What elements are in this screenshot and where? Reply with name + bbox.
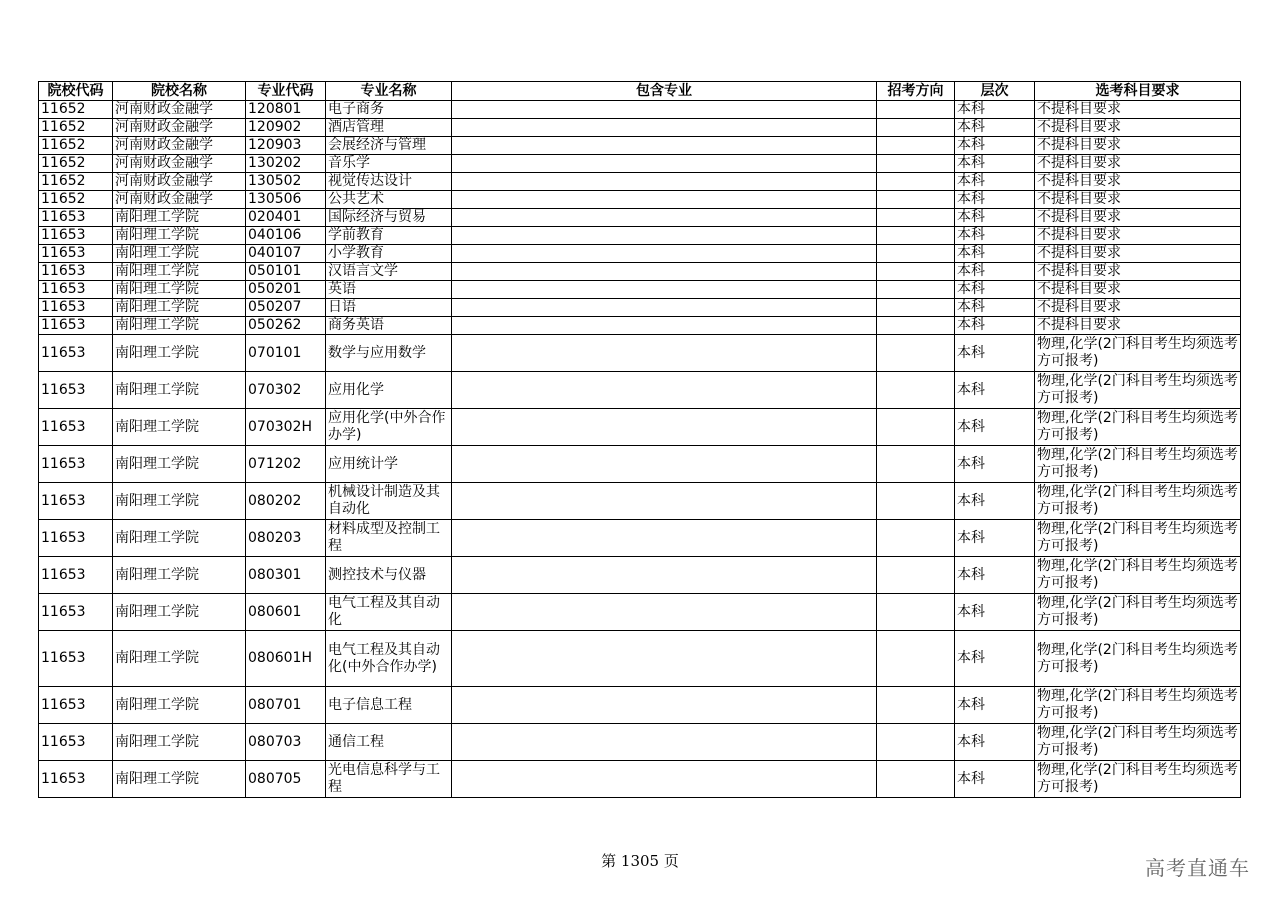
cell-level: 本科 xyxy=(955,446,1035,483)
cell-school-name: 河南财政金融学 xyxy=(113,155,246,173)
cell-subject-requirement: 物理,化学(2门科目考生均须选考方可报考) xyxy=(1035,557,1241,594)
cell-level: 本科 xyxy=(955,483,1035,520)
cell-level: 本科 xyxy=(955,594,1035,631)
cell-level: 本科 xyxy=(955,137,1035,155)
cell-subject-requirement: 不提科目要求 xyxy=(1035,191,1241,209)
cell-direction xyxy=(877,191,955,209)
cell-school-code: 11653 xyxy=(39,209,113,227)
cell-subject-requirement: 物理,化学(2门科目考生均须选考方可报考) xyxy=(1035,687,1241,724)
cell-major-name: 商务英语 xyxy=(326,317,452,335)
table-row xyxy=(39,245,1241,263)
cell-subject-requirement: 物理,化学(2门科目考生均须选考方可报考) xyxy=(1035,761,1241,798)
cell-included-majors xyxy=(452,317,877,335)
table-row xyxy=(39,372,1241,409)
cell-included-majors xyxy=(452,631,877,687)
cell-school-name: 南阳理工学院 xyxy=(113,483,246,520)
cell-level: 本科 xyxy=(955,335,1035,372)
cell-major-name: 英语 xyxy=(326,281,452,299)
cell-major-code: 080701 xyxy=(246,687,326,724)
cell-direction xyxy=(877,155,955,173)
cell-school-code: 11652 xyxy=(39,101,113,119)
cell-direction xyxy=(877,245,955,263)
cell-major-code: 050262 xyxy=(246,317,326,335)
cell-school-code: 11653 xyxy=(39,687,113,724)
cell-major-name: 日语 xyxy=(326,299,452,317)
cell-subject-requirement: 不提科目要求 xyxy=(1035,317,1241,335)
table-row xyxy=(39,761,1241,798)
cell-included-majors xyxy=(452,101,877,119)
cell-included-majors xyxy=(452,520,877,557)
cell-direction xyxy=(877,335,955,372)
cell-major-name: 应用化学 xyxy=(326,372,452,409)
cell-major-name: 电子商务 xyxy=(326,101,452,119)
cell-major-name: 音乐学 xyxy=(326,155,452,173)
table-row xyxy=(39,119,1241,137)
cell-included-majors xyxy=(452,245,877,263)
cell-major-name: 电气工程及其自动化(中外合作办学) xyxy=(326,631,452,687)
header-major-name: 专业名称 xyxy=(326,82,452,101)
cell-major-code: 130202 xyxy=(246,155,326,173)
cell-major-name: 测控技术与仪器 xyxy=(326,557,452,594)
table-row xyxy=(39,335,1241,372)
cell-major-code: 020401 xyxy=(246,209,326,227)
table-row xyxy=(39,137,1241,155)
page-number: 第 1305 页 xyxy=(601,852,679,870)
table-row xyxy=(39,299,1241,317)
cell-level: 本科 xyxy=(955,173,1035,191)
cell-school-name: 南阳理工学院 xyxy=(113,409,246,446)
table-row xyxy=(39,155,1241,173)
cell-included-majors xyxy=(452,137,877,155)
cell-school-code: 11653 xyxy=(39,245,113,263)
cell-level: 本科 xyxy=(955,299,1035,317)
table-row xyxy=(39,520,1241,557)
table-row xyxy=(39,724,1241,761)
cell-school-name: 河南财政金融学 xyxy=(113,101,246,119)
cell-included-majors xyxy=(452,335,877,372)
cell-direction xyxy=(877,446,955,483)
cell-school-code: 11653 xyxy=(39,594,113,631)
cell-school-name: 南阳理工学院 xyxy=(113,245,246,263)
cell-school-name: 南阳理工学院 xyxy=(113,557,246,594)
cell-subject-requirement: 不提科目要求 xyxy=(1035,119,1241,137)
header-row xyxy=(39,82,1241,101)
cell-level: 本科 xyxy=(955,119,1035,137)
cell-direction xyxy=(877,317,955,335)
cell-major-code: 080705 xyxy=(246,761,326,798)
cell-included-majors xyxy=(452,191,877,209)
cell-level: 本科 xyxy=(955,372,1035,409)
cell-included-majors xyxy=(452,446,877,483)
cell-school-code: 11652 xyxy=(39,119,113,137)
cell-subject-requirement: 物理,化学(2门科目考生均须选考方可报考) xyxy=(1035,594,1241,631)
cell-school-code: 11653 xyxy=(39,557,113,594)
cell-major-code: 070302 xyxy=(246,372,326,409)
cell-major-name: 通信工程 xyxy=(326,724,452,761)
cell-direction xyxy=(877,227,955,245)
table-body xyxy=(39,101,1241,798)
table-row xyxy=(39,281,1241,299)
cell-major-code: 080301 xyxy=(246,557,326,594)
cell-school-code: 11652 xyxy=(39,191,113,209)
cell-school-name: 南阳理工学院 xyxy=(113,335,246,372)
cell-included-majors xyxy=(452,761,877,798)
cell-level: 本科 xyxy=(955,557,1035,594)
cell-school-name: 南阳理工学院 xyxy=(113,446,246,483)
cell-school-name: 南阳理工学院 xyxy=(113,724,246,761)
header-included-majors: 包含专业 xyxy=(452,82,877,101)
cell-direction xyxy=(877,631,955,687)
cell-direction xyxy=(877,724,955,761)
cell-direction xyxy=(877,119,955,137)
header-major-code: 专业代码 xyxy=(246,82,326,101)
cell-subject-requirement: 物理,化学(2门科目考生均须选考方可报考) xyxy=(1035,520,1241,557)
cell-major-name: 学前教育 xyxy=(326,227,452,245)
cell-direction xyxy=(877,299,955,317)
cell-school-name: 南阳理工学院 xyxy=(113,594,246,631)
header-subject-requirement: 选考科目要求 xyxy=(1035,82,1241,101)
table-row xyxy=(39,173,1241,191)
cell-direction xyxy=(877,409,955,446)
cell-school-name: 南阳理工学院 xyxy=(113,209,246,227)
table-row xyxy=(39,209,1241,227)
cell-level: 本科 xyxy=(955,724,1035,761)
cell-school-code: 11653 xyxy=(39,317,113,335)
cell-subject-requirement: 物理,化学(2门科目考生均须选考方可报考) xyxy=(1035,335,1241,372)
table-row xyxy=(39,409,1241,446)
cell-level: 本科 xyxy=(955,631,1035,687)
cell-school-code: 11653 xyxy=(39,446,113,483)
cell-subject-requirement: 物理,化学(2门科目考生均须选考方可报考) xyxy=(1035,483,1241,520)
cell-included-majors xyxy=(452,155,877,173)
cell-school-name: 南阳理工学院 xyxy=(113,631,246,687)
cell-level: 本科 xyxy=(955,281,1035,299)
table-row xyxy=(39,631,1241,687)
cell-major-name: 汉语言文学 xyxy=(326,263,452,281)
cell-included-majors xyxy=(452,483,877,520)
cell-subject-requirement: 物理,化学(2门科目考生均须选考方可报考) xyxy=(1035,446,1241,483)
header-school-code: 院校代码 xyxy=(39,82,113,101)
cell-subject-requirement: 不提科目要求 xyxy=(1035,137,1241,155)
cell-school-code: 11653 xyxy=(39,263,113,281)
cell-school-code: 11653 xyxy=(39,409,113,446)
cell-school-code: 11653 xyxy=(39,335,113,372)
cell-school-name: 南阳理工学院 xyxy=(113,761,246,798)
cell-major-name: 公共艺术 xyxy=(326,191,452,209)
cell-direction xyxy=(877,281,955,299)
cell-major-name: 电子信息工程 xyxy=(326,687,452,724)
cell-level: 本科 xyxy=(955,520,1035,557)
cell-subject-requirement: 物理,化学(2门科目考生均须选考方可报考) xyxy=(1035,372,1241,409)
cell-major-name: 小学教育 xyxy=(326,245,452,263)
table-row xyxy=(39,263,1241,281)
cell-school-code: 11652 xyxy=(39,137,113,155)
cell-major-code: 050101 xyxy=(246,263,326,281)
cell-included-majors xyxy=(452,173,877,191)
cell-level: 本科 xyxy=(955,245,1035,263)
cell-major-code: 071202 xyxy=(246,446,326,483)
cell-direction xyxy=(877,101,955,119)
cell-level: 本科 xyxy=(955,761,1035,798)
cell-subject-requirement: 不提科目要求 xyxy=(1035,101,1241,119)
cell-major-code: 070302H xyxy=(246,409,326,446)
cell-included-majors xyxy=(452,227,877,245)
cell-subject-requirement: 不提科目要求 xyxy=(1035,281,1241,299)
cell-major-code: 080703 xyxy=(246,724,326,761)
cell-major-code: 080601H xyxy=(246,631,326,687)
table-row xyxy=(39,317,1241,335)
cell-school-code: 11653 xyxy=(39,227,113,245)
cell-school-name: 南阳理工学院 xyxy=(113,687,246,724)
table-row xyxy=(39,227,1241,245)
cell-major-code: 040107 xyxy=(246,245,326,263)
cell-included-majors xyxy=(452,687,877,724)
cell-school-name: 南阳理工学院 xyxy=(113,317,246,335)
cell-major-name: 会展经济与管理 xyxy=(326,137,452,155)
cell-level: 本科 xyxy=(955,101,1035,119)
cell-school-name: 河南财政金融学 xyxy=(113,191,246,209)
cell-level: 本科 xyxy=(955,191,1035,209)
cell-school-name: 南阳理工学院 xyxy=(113,299,246,317)
cell-school-name: 河南财政金融学 xyxy=(113,173,246,191)
cell-major-code: 050207 xyxy=(246,299,326,317)
cell-school-code: 11653 xyxy=(39,724,113,761)
cell-major-name: 光电信息科学与工程 xyxy=(326,761,452,798)
cell-major-code: 120902 xyxy=(246,119,326,137)
cell-school-name: 南阳理工学院 xyxy=(113,263,246,281)
cell-school-code: 11652 xyxy=(39,173,113,191)
cell-school-name: 南阳理工学院 xyxy=(113,227,246,245)
cell-direction xyxy=(877,557,955,594)
cell-direction xyxy=(877,687,955,724)
cell-school-code: 11653 xyxy=(39,372,113,409)
table-row xyxy=(39,101,1241,119)
cell-school-code: 11653 xyxy=(39,483,113,520)
cell-school-code: 11653 xyxy=(39,520,113,557)
cell-subject-requirement: 不提科目要求 xyxy=(1035,263,1241,281)
table-row xyxy=(39,687,1241,724)
cell-level: 本科 xyxy=(955,687,1035,724)
cell-included-majors xyxy=(452,281,877,299)
cell-major-name: 数学与应用数学 xyxy=(326,335,452,372)
cell-level: 本科 xyxy=(955,227,1035,245)
cell-subject-requirement: 不提科目要求 xyxy=(1035,245,1241,263)
cell-direction xyxy=(877,520,955,557)
cell-school-code: 11653 xyxy=(39,299,113,317)
cell-included-majors xyxy=(452,409,877,446)
cell-included-majors xyxy=(452,724,877,761)
cell-level: 本科 xyxy=(955,155,1035,173)
cell-major-name: 应用统计学 xyxy=(326,446,452,483)
cell-school-name: 河南财政金融学 xyxy=(113,137,246,155)
cell-major-code: 080203 xyxy=(246,520,326,557)
cell-school-name: 南阳理工学院 xyxy=(113,372,246,409)
cell-major-code: 130502 xyxy=(246,173,326,191)
cell-major-name: 电气工程及其自动化 xyxy=(326,594,452,631)
watermark-logo: 高考直通车 xyxy=(1145,856,1250,880)
admission-table xyxy=(38,81,1241,798)
cell-major-name: 机械设计制造及其自动化 xyxy=(326,483,452,520)
cell-school-name: 河南财政金融学 xyxy=(113,119,246,137)
cell-included-majors xyxy=(452,299,877,317)
table-row xyxy=(39,557,1241,594)
cell-school-code: 11653 xyxy=(39,631,113,687)
cell-major-code: 040106 xyxy=(246,227,326,245)
table-row xyxy=(39,446,1241,483)
cell-subject-requirement: 物理,化学(2门科目考生均须选考方可报考) xyxy=(1035,724,1241,761)
cell-major-code: 120903 xyxy=(246,137,326,155)
cell-direction xyxy=(877,263,955,281)
table-row xyxy=(39,483,1241,520)
cell-included-majors xyxy=(452,557,877,594)
cell-included-majors xyxy=(452,263,877,281)
header-school-name: 院校名称 xyxy=(113,82,246,101)
cell-school-code: 11652 xyxy=(39,155,113,173)
cell-subject-requirement: 不提科目要求 xyxy=(1035,155,1241,173)
cell-major-code: 080601 xyxy=(246,594,326,631)
cell-subject-requirement: 不提科目要求 xyxy=(1035,299,1241,317)
cell-level: 本科 xyxy=(955,317,1035,335)
cell-subject-requirement: 不提科目要求 xyxy=(1035,209,1241,227)
header-level: 层次 xyxy=(955,82,1035,101)
cell-direction xyxy=(877,761,955,798)
cell-subject-requirement: 不提科目要求 xyxy=(1035,227,1241,245)
cell-included-majors xyxy=(452,209,877,227)
cell-school-name: 南阳理工学院 xyxy=(113,281,246,299)
table-row xyxy=(39,594,1241,631)
cell-level: 本科 xyxy=(955,209,1035,227)
cell-major-code: 080202 xyxy=(246,483,326,520)
cell-direction xyxy=(877,209,955,227)
cell-school-code: 11653 xyxy=(39,281,113,299)
cell-major-name: 视觉传达设计 xyxy=(326,173,452,191)
cell-subject-requirement: 不提科目要求 xyxy=(1035,173,1241,191)
cell-school-name: 南阳理工学院 xyxy=(113,520,246,557)
cell-direction xyxy=(877,173,955,191)
cell-major-name: 酒店管理 xyxy=(326,119,452,137)
cell-subject-requirement: 物理,化学(2门科目考生均须选考方可报考) xyxy=(1035,631,1241,687)
cell-level: 本科 xyxy=(955,409,1035,446)
cell-included-majors xyxy=(452,372,877,409)
cell-major-name: 国际经济与贸易 xyxy=(326,209,452,227)
cell-major-code: 120801 xyxy=(246,101,326,119)
cell-major-name: 应用化学(中外合作办学) xyxy=(326,409,452,446)
table-row xyxy=(39,191,1241,209)
cell-included-majors xyxy=(452,594,877,631)
cell-major-code: 130506 xyxy=(246,191,326,209)
cell-subject-requirement: 物理,化学(2门科目考生均须选考方可报考) xyxy=(1035,409,1241,446)
cell-included-majors xyxy=(452,119,877,137)
cell-major-name: 材料成型及控制工程 xyxy=(326,520,452,557)
cell-direction xyxy=(877,137,955,155)
header-direction: 招考方向 xyxy=(877,82,955,101)
cell-major-code: 050201 xyxy=(246,281,326,299)
cell-level: 本科 xyxy=(955,263,1035,281)
cell-direction xyxy=(877,483,955,520)
cell-school-code: 11653 xyxy=(39,761,113,798)
cell-major-code: 070101 xyxy=(246,335,326,372)
cell-direction xyxy=(877,594,955,631)
cell-direction xyxy=(877,372,955,409)
